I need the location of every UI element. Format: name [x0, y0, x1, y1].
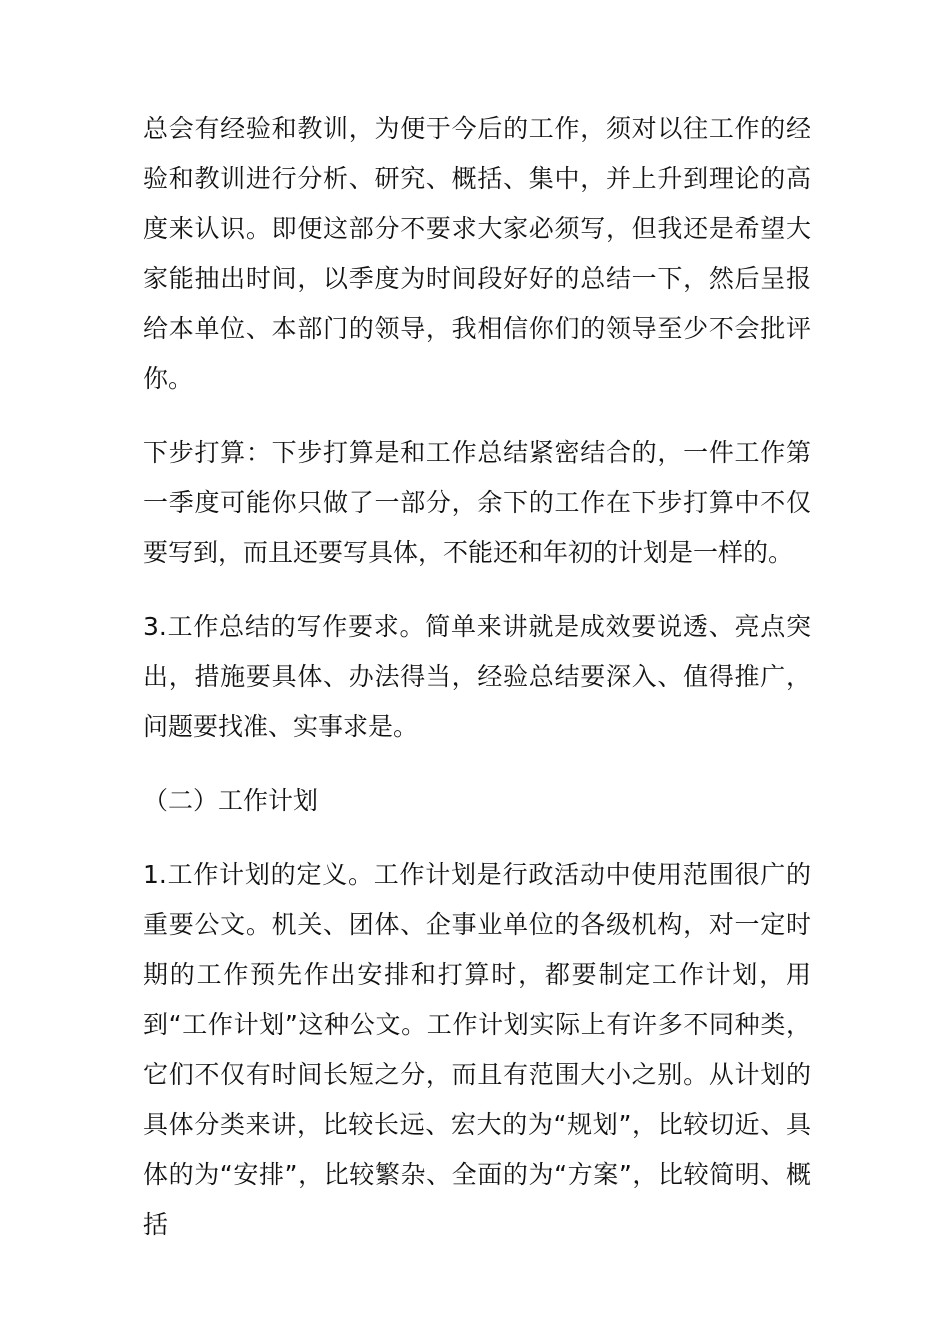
paragraph-work-plan-definition: 1.工作计划的定义。工作计划是行政活动中使用范围很广的重要公文。机关、团体、企事业单位的各级机构，对一定时期的工作预先作出安排和打算时，都要制定工作计划，用到“工作计划”这种公文。工作计划实际上有许多不同种类，它们不仅有时间长短之分，而且有范围大小之别。从计划的具体分类来讲，比较长远、宏大的为“规划”，比较切近、具体的为“安排”，比较繁杂、全面的为“方案”，比较简明、概括	[143, 860, 811, 1239]
paragraph-next-steps: 下步打算：下步打算是和工作总结紧密结合的，一件工作第一季度可能你只做了一部分，余下的工作在下步打算中不仅要写到，而且还要写具体，不能还和年初的计划是一样的。	[143, 438, 811, 567]
paragraph-experience-lessons: 总会有经验和教训，为便于今后的工作，须对以往工作的经验和教训进行分析、研究、概括、集中，并上升到理论的高度来认识。即便这部分不要求大家必须写，但我还是希望大家能抽出时间，以季度为时间段好好的总结一下，然后呈报给本单位、本部门的领导，我相信你们的领导至少不会批评你。	[143, 114, 811, 393]
document-body	[143, 104, 811, 1274]
paragraph-writing-requirements: 3.工作总结的写作要求。简单来讲就是成效要说透、亮点突出，措施要具体、办法得当，经验总结要深入、值得推广，问题要找准、实事求是。	[143, 612, 811, 741]
section-heading-work-plan: （二）工作计划	[143, 786, 319, 815]
